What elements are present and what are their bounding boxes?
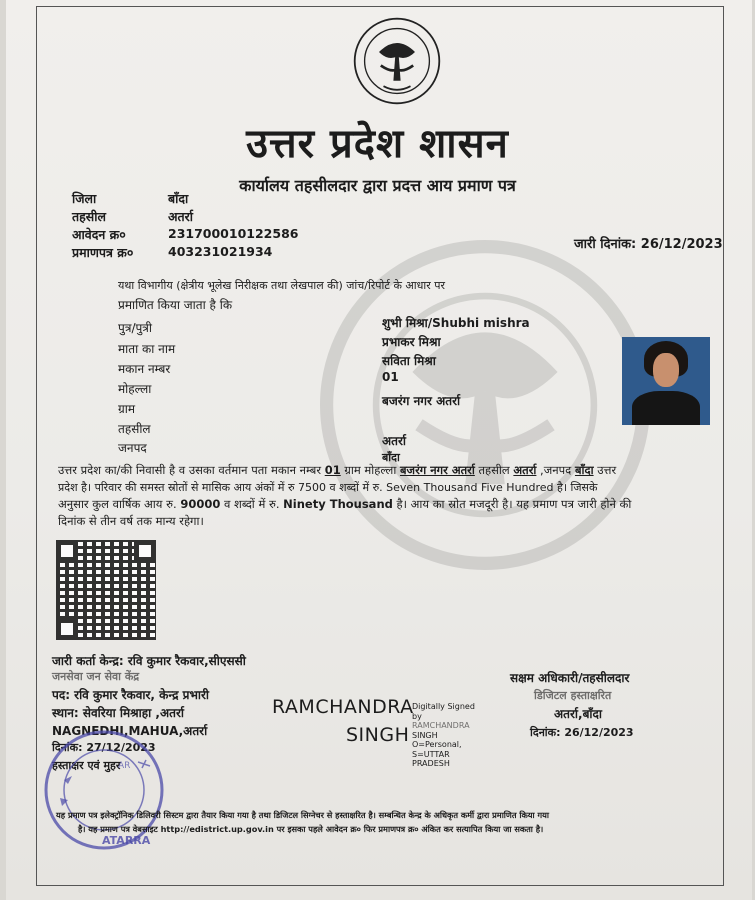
field-value-district: बाँदा	[382, 451, 400, 464]
page-title: उत्तर प्रदेश शासन	[246, 121, 509, 167]
authority-title: सक्षम अधिकारी/तहसीलदार	[510, 671, 630, 685]
field-label-village: ग्राम	[118, 402, 136, 416]
field-label-mother: माता का नाम	[118, 342, 176, 356]
application-number: 231700010122586	[168, 226, 299, 241]
issuer-line-5: NAGNEDHI,MAHUA,अतर्रा	[52, 724, 208, 738]
seal-text-top: AR	[118, 761, 131, 771]
qr-code[interactable]	[56, 540, 156, 640]
issuer-line-1: जारी कर्ता केन्द्र: रवि कुमार रैकवार,सीएससी	[52, 654, 246, 668]
field-value-mother: सविता मिश्रा	[382, 354, 436, 368]
field-label-house: मकान नम्बर	[118, 362, 171, 376]
field-value-village: बजरंग नगर अतर्रा	[382, 394, 461, 408]
page-subtitle: कार्यालय तहसीलदार द्वारा प्रदत्त आय प्रमाण पत्र	[239, 176, 516, 195]
issuer-line-2: जनसेवा जन सेवा केंद्र	[52, 670, 140, 683]
authority-signed: डिजिटल हस्ताक्षरित	[534, 689, 612, 702]
footer-line-1: यह प्रमाण पत्र इलेक्ट्रॉनिक डिलिवरी सिस्टम द्वारा तैयार किया गया है तथा डिजिटल सिग्नेचर से हस्ताक्षरित है। सम्बन्धित केन्द्र के अधिकृत कर्मी द्वारा प्रमाणित किया गया	[56, 810, 549, 820]
field-value-name: शुभी मिश्रा/Shubhi mishra	[382, 316, 530, 330]
issuer-sign-label: हस्ताक्षर एवं मुहर	[52, 759, 121, 772]
intro-line-2: प्रमाणित किया जाता है कि	[118, 298, 233, 312]
signatory-name-line-2: SINGH	[346, 724, 410, 746]
certificate-label: प्रमाणपत्र क्र०	[72, 245, 134, 260]
statement-line-3: अनुसार कुल वार्षिक आय रु. 90000 व शब्दों में रु. Ninety Thousand है। आय का स्रोत मजदूरी है। यह प्रमाण पत्र जारी होने की	[58, 497, 632, 511]
tehsil-label: तहसील	[72, 209, 106, 224]
tehsil-value: अतर्रा	[168, 209, 194, 224]
authority-location: अतर्रा,बाँदा	[554, 707, 603, 721]
field-label-tehsil: तहसील	[118, 422, 151, 436]
issuer-line-4: स्थान: सेवरिया मिश्राहा ,अतर्रा	[52, 706, 185, 720]
application-label: आवेदन क्र०	[72, 227, 126, 242]
field-label-mohalla: मोहल्ला	[118, 382, 152, 396]
issuer-date: दिनांक: 27/12/2023	[52, 741, 156, 754]
signatory-name-line-1: RAMCHANDRA	[272, 696, 414, 718]
district-label: जिला	[72, 191, 97, 206]
field-value-house: 01	[382, 370, 399, 384]
digital-signature-block: Digitally Signed by RAMCHANDRA SINGH O=Personal, S=UTTAR PRADESH	[412, 702, 475, 768]
seal-text-bottom: ATARRA	[102, 834, 151, 847]
applicant-photo	[622, 337, 710, 425]
field-label-janpad: जनपद	[118, 441, 147, 455]
issue-date: जारी दिनांक: 26/12/2023	[574, 237, 723, 252]
authority-date: दिनांक: 26/12/2023	[530, 726, 634, 739]
intro-line-1: यथा विभागीय (क्षेत्रीय भूलेख निरीक्षक तथा लेखपाल की) जांच/रिपोर्ट के आधार पर	[118, 279, 445, 292]
statement-line-2: प्रदेश है। परिवार की समस्त स्रोतों से मासिक आय अंकों में रु 7500 व शब्दों में रु. Seven Thousand Five Hundred है। जिसके	[58, 481, 598, 494]
up-emblem-icon	[352, 16, 442, 106]
field-label-relation: पुत्र/पुत्री	[118, 321, 153, 335]
field-value-father: प्रभाकर मिश्रा	[382, 335, 441, 349]
certificate-number: 403231021934	[168, 244, 273, 259]
field-value-tehsil: अतर्रा	[382, 434, 407, 448]
statement-line-1: उत्तर प्रदेश का/की निवासी है व उसका वर्तमान पता मकान नम्बर 01 ग्राम मोहल्ला बजरंग नगर अतर्रा तहसील अतर्रा ,जनपद बाँदा उत्तर	[58, 463, 617, 477]
footer-line-2: है। यह प्रमाण पत्र वेबसाइट http://edistrict.up.gov.in पर इसका पहले आवेदन क्र० फिर प्रमाणपत्र क्र० अंकित कर सत्यापित किया जा सकता है।	[78, 824, 544, 834]
district-value: बाँदा	[168, 191, 189, 206]
issuer-line-3: पद: रवि कुमार रैकवार, केन्द्र प्रभारी	[52, 688, 210, 702]
statement-line-4: दिनांक से तीन वर्ष तक मान्य रहेगा।	[58, 514, 204, 528]
